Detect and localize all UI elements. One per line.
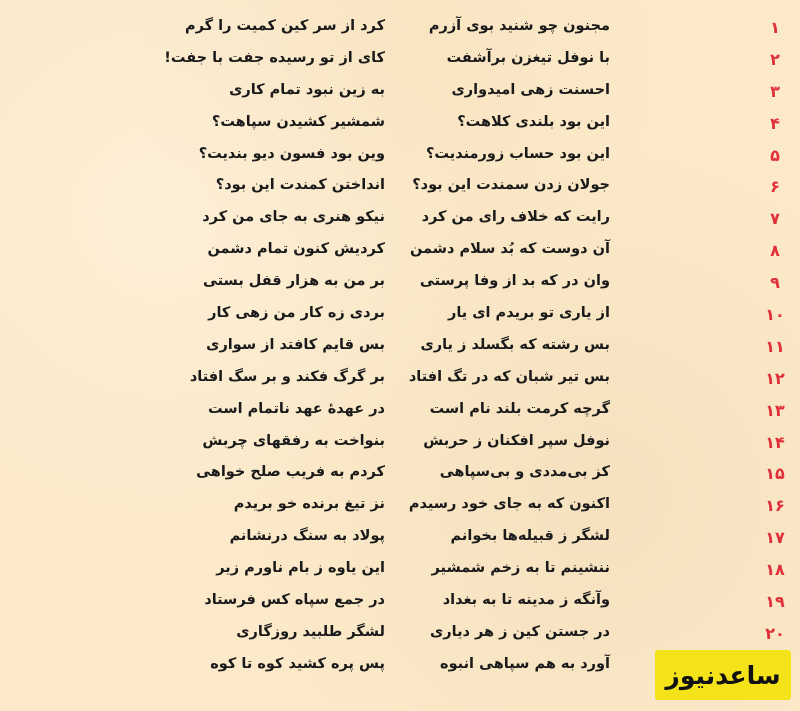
verse-row <box>0 238 800 270</box>
second-hemistich: در عهدهٔ عهد ناتمام است <box>208 400 385 417</box>
verse-row <box>0 398 800 430</box>
verse-row <box>0 111 800 143</box>
verse-number: ۸ <box>770 241 780 261</box>
first-hemistich: آن دوست که بُد سلام دشمن <box>409 241 610 258</box>
site-logo: ساعدنیوز <box>655 650 791 700</box>
second-hemistich: وین بود فسون دیو بندیت؟ <box>198 145 385 162</box>
verse-row <box>0 334 800 366</box>
first-hemistich: وان در که بد از وفا پرستی <box>419 273 610 290</box>
second-hemistich: لشگر طلبید روزگاری <box>236 623 385 640</box>
first-hemistich: بس تیر شبان که در تگ افتاد <box>408 368 610 385</box>
verse-row <box>0 206 800 238</box>
verse-number: ۴ <box>770 113 780 133</box>
verse-number: ۱۷ <box>765 528 785 548</box>
verse-number: ۱۳ <box>765 400 785 420</box>
first-hemistich: اکنون که به جای خود رسیدم <box>408 496 610 513</box>
verse-number: ۳ <box>770 81 780 101</box>
second-hemistich: شمشیر کشیدن سپاهت؟ <box>211 113 385 130</box>
verse-row <box>0 143 800 175</box>
verse-row <box>0 461 800 493</box>
first-hemistich: رایت که خلاف رای من کرد <box>421 209 610 226</box>
verse-number: ۹ <box>770 273 780 293</box>
verse-row <box>0 557 800 589</box>
verse-number: ۲ <box>770 49 780 69</box>
verse-row <box>0 47 800 79</box>
second-hemistich: بردی زه کار من زهی کار <box>208 305 385 322</box>
verse-number: ۲۰ <box>765 623 785 643</box>
second-hemistich: این یاوه ز بام ناورم زیر <box>216 560 385 577</box>
verse-row <box>0 366 800 398</box>
first-hemistich: کز بی‌مددی و بی‌سپاهی <box>439 464 610 481</box>
verse-row <box>0 15 800 47</box>
second-hemistich: کردم به فریب صلح خواهی <box>196 464 385 481</box>
first-hemistich: احسنت زهی امیدواری <box>451 81 610 98</box>
verse-row <box>0 493 800 525</box>
second-hemistich: بنواخت به رفقهای چربش <box>202 432 385 449</box>
second-hemistich: نیکو هنری به جای من کرد <box>202 209 385 226</box>
verse-row <box>0 430 800 462</box>
verse-number: ۵ <box>770 145 780 165</box>
second-hemistich: کردیش کنون تمام دشمن <box>207 241 385 258</box>
first-hemistich: از یاری تو بریدم ای یار <box>447 305 610 322</box>
first-hemistich: ننشینم تا به زخم شمشیر <box>431 560 610 577</box>
second-hemistich: کای از تو رسیده جفت با جفت! <box>164 49 385 66</box>
verse-number: ۱۸ <box>765 560 785 580</box>
first-hemistich: جولان زدن سمندت این بود؟ <box>412 177 610 194</box>
first-hemistich: بس رشته که بگسلد ز یاری <box>420 336 610 353</box>
second-hemistich: انداختن کمندت این بود؟ <box>215 177 385 194</box>
second-hemistich: کرد از سر کین کمیت را گرم <box>185 18 385 34</box>
second-hemistich: پس پره کشید کوه تا کوه <box>210 655 385 672</box>
first-hemistich: نوفل سپر افکنان ز حربش <box>423 432 610 449</box>
verse-number: ۱۴ <box>765 432 785 452</box>
verse-number: ۱۵ <box>765 464 785 484</box>
first-hemistich: لشگر ز قبیله‌ها بخوانم <box>450 528 610 545</box>
second-hemistich: بس قایم کافتد از سواری <box>206 336 385 353</box>
verse-number: ۶ <box>770 177 780 197</box>
verse-number: ۱۶ <box>765 496 785 516</box>
first-hemistich: این بود بلندی کلاهت؟ <box>457 113 610 130</box>
verse-row <box>0 302 800 334</box>
first-hemistich: مجنون چو شنید بوی آزرم <box>428 18 610 34</box>
first-hemistich: گرچه کرمت بلند نام است <box>429 400 610 417</box>
verse-number: ۱ <box>770 18 780 37</box>
second-hemistich: به زین نبود تمام کاری <box>229 81 385 98</box>
second-hemistich: در جمع سپاه کس فرستاد <box>204 592 385 609</box>
verse-row <box>0 621 800 653</box>
first-hemistich: آورد به هم سپاهی انبوه <box>440 655 610 672</box>
first-hemistich: با نوفل تیغزن برآشفت <box>446 49 610 66</box>
verse-row <box>0 589 800 621</box>
second-hemistich: نز تیغ برنده خو بریدم <box>233 496 385 513</box>
first-hemistich: در جستن کین ز هر دیاری <box>430 623 610 640</box>
poem-verses <box>0 15 800 685</box>
verse-row <box>0 79 800 111</box>
verse-number: ۱۰ <box>765 305 785 325</box>
second-hemistich: پولاد به سنگ درنشانم <box>229 528 385 545</box>
first-hemistich: وآنگه ز مدینه تا به بغداد <box>442 592 610 609</box>
verse-row <box>0 270 800 302</box>
verse-number: ۷ <box>770 209 780 229</box>
verse-number: ۱۱ <box>765 336 785 356</box>
second-hemistich: بر من به هزار قفل بستی <box>202 273 385 290</box>
verse-number: ۱۹ <box>765 592 785 612</box>
verse-row <box>0 174 800 206</box>
verse-number: ۱۲ <box>765 368 785 388</box>
verse-row <box>0 525 800 557</box>
first-hemistich: این بود حساب زورمندیت؟ <box>426 145 610 162</box>
second-hemistich: بر گرگ فکند و بر سگ افتاد <box>189 368 385 385</box>
